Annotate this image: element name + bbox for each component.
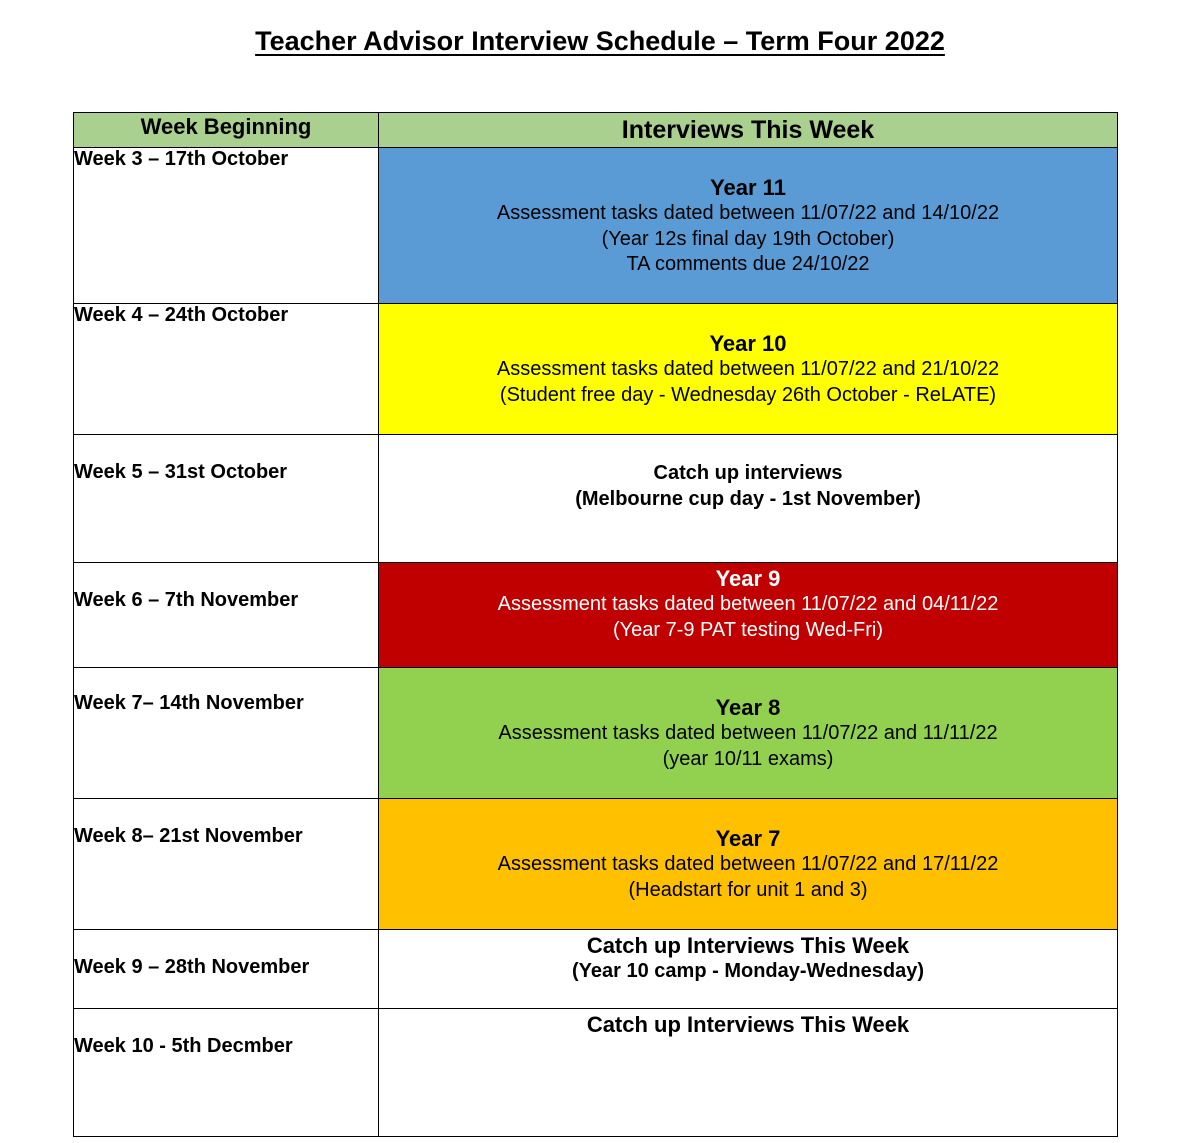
week-cell: Week 3 – 17th October [74, 148, 379, 304]
week-cell: Week 4 – 24th October [74, 304, 379, 435]
interview-cell-catch-up [379, 435, 1118, 563]
interview-cell-catch-up [379, 930, 1118, 1009]
info-line: (Melbourne cup day - 1st November) [575, 487, 921, 510]
schedule-table [73, 112, 1118, 1137]
year-heading: Year 7 [715, 826, 781, 851]
info-line: (year 10/11 exams) [662, 747, 834, 770]
table-row [74, 799, 1118, 930]
table-row [74, 435, 1118, 563]
year-heading: Year 10 [709, 331, 787, 356]
info-line: Assessment tasks dated between 11/07/22 and 11/11/22 [498, 722, 998, 744]
table-row [74, 1009, 1118, 1137]
info-line: Assessment tasks dated between 11/07/22 and 04/11/22 [497, 593, 999, 615]
year-heading: Year 11 [710, 175, 786, 200]
interview-cell-catch-up [379, 1009, 1118, 1137]
year-heading: Year 9 [715, 566, 781, 591]
info-line: (Student free day - Wednesday 26th October - ReLATE) [499, 383, 997, 406]
week-cell: Week 6 – 7th November [74, 563, 379, 668]
info-line: (Year 10 camp - Monday-Wednesday) [572, 960, 924, 982]
info-line: Assessment tasks dated between 11/07/22 and 21/10/22 [496, 358, 1000, 380]
interview-cell-year-8 [379, 668, 1118, 799]
info-line: TA comments due 24/10/22 [626, 253, 870, 275]
info-line: Assessment tasks dated between 11/07/22 and 14/10/22 [496, 202, 1000, 224]
table-row [74, 930, 1118, 1009]
week-cell: Week 5 – 31st October [74, 435, 379, 563]
interview-cell-year-7 [379, 799, 1118, 930]
info-line: (Headstart for unit 1 and 3) [628, 878, 868, 901]
table-row [74, 563, 1118, 668]
info-line: Catch up Interviews This Week [586, 933, 910, 958]
info-line: Catch up Interviews This Week [586, 1012, 910, 1037]
info-line: Catch up interviews [653, 462, 843, 484]
week-cell: Week 8– 21st November [74, 799, 379, 930]
week-cell: Week 9 – 28th November [74, 930, 379, 1009]
interview-cell-year-11 [379, 148, 1118, 304]
week-cell: Week 7– 14th November [74, 668, 379, 799]
table-row [74, 304, 1118, 435]
table-row [74, 148, 1118, 304]
header-interviews-this-week: Interviews This Week [379, 113, 1118, 148]
page-title: Teacher Advisor Interview Schedule – Term Four 2022 [255, 26, 945, 56]
interview-cell-year-10 [379, 304, 1118, 435]
info-line: (Year 12s final day 19th October) [601, 227, 895, 250]
header-row [74, 113, 1118, 148]
info-line: (Year 7-9 PAT testing Wed-Fri) [612, 618, 884, 641]
header-week-beginning: Week Beginning [74, 113, 379, 148]
year-heading: Year 8 [715, 695, 781, 720]
week-cell: Week 10 - 5th Decmber [74, 1009, 379, 1137]
interview-cell-year-9 [379, 563, 1118, 668]
info-line: Assessment tasks dated between 11/07/22 and 17/11/22 [497, 853, 999, 875]
table-row [74, 668, 1118, 799]
